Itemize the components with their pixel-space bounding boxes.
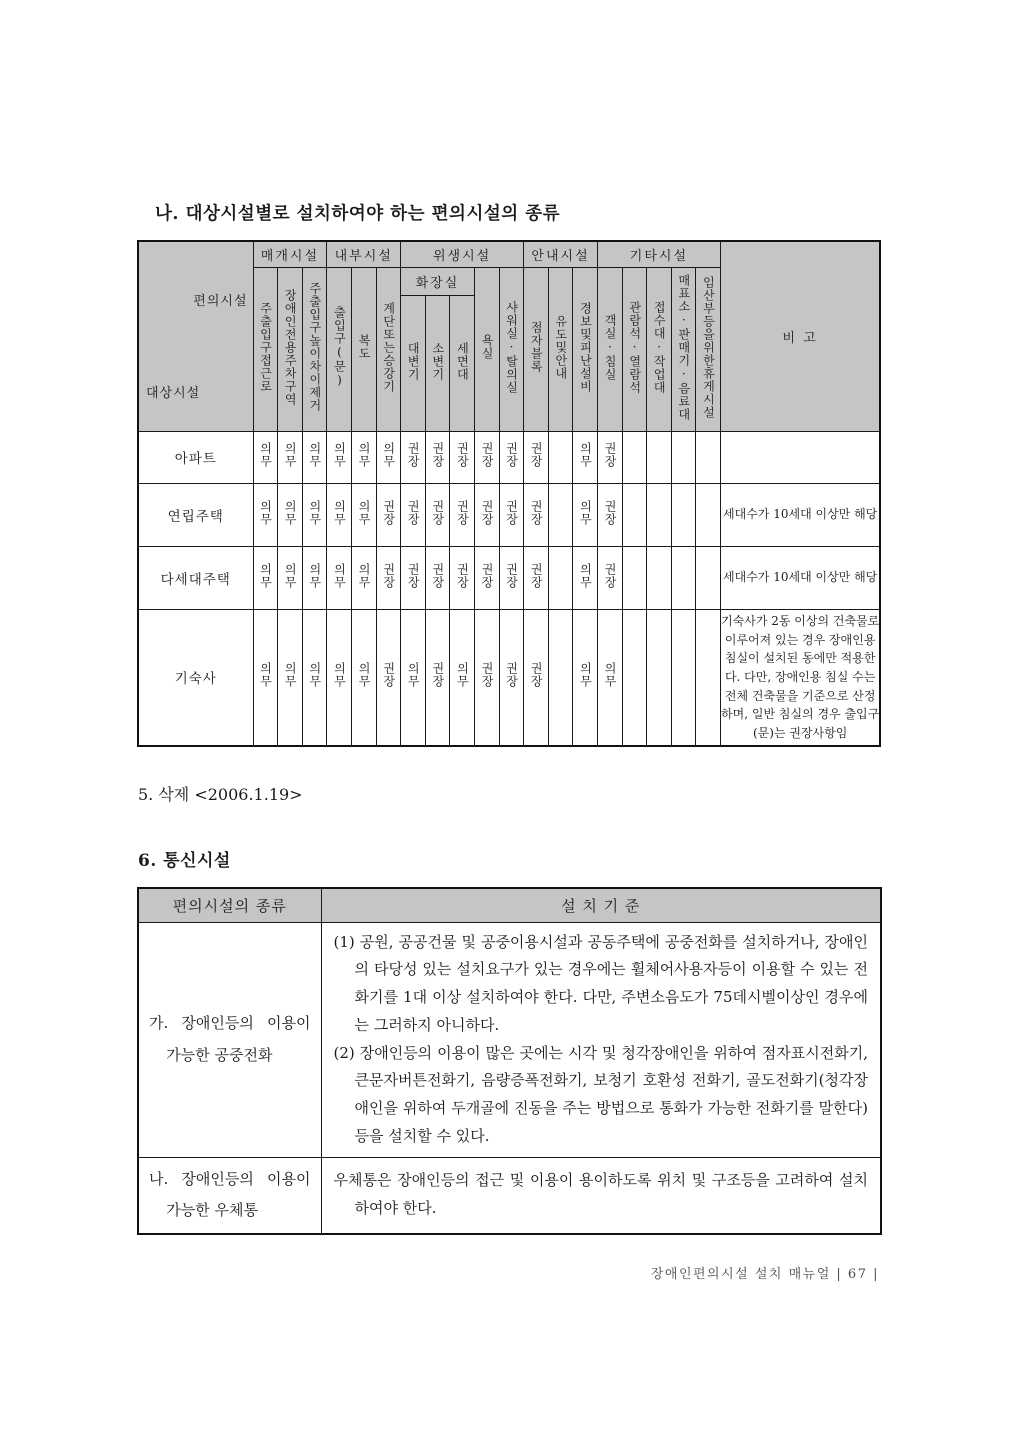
facility-requirement-cell <box>573 483 598 546</box>
facility-requirement-cell <box>474 483 499 546</box>
column-label: 주출입구높이차이제거 <box>307 282 322 412</box>
table-row <box>138 609 880 746</box>
requirement-value: 의무 <box>332 562 347 589</box>
facility-requirement-cell <box>253 483 278 546</box>
column-header <box>524 267 549 431</box>
requirement-value: 의무 <box>578 662 593 689</box>
column-label: 욕실 <box>480 334 494 360</box>
facility-requirement-cell <box>401 609 426 746</box>
column-label: 소변기 <box>430 341 445 381</box>
requirement-value: 의무 <box>332 499 347 526</box>
requirement-value: 권장 <box>529 662 544 689</box>
requirement-value: 의무 <box>603 662 618 689</box>
requirement-value: 의무 <box>455 662 470 689</box>
group-header-row <box>138 241 880 267</box>
facility-requirement-cell <box>450 483 475 546</box>
facility-requirement-cell <box>573 431 598 483</box>
facility-requirement-cell <box>278 609 303 746</box>
requirement-value: 권장 <box>529 499 544 526</box>
page-title: 나. 대상시설별로 설치하여야 하는 편의시설의 종류 <box>155 204 561 224</box>
requirement-value: 권장 <box>529 562 544 589</box>
section-6-title: 6. 통신시설 <box>138 851 231 871</box>
facility-requirement-cell <box>474 431 499 483</box>
facility-requirement-cell <box>597 609 622 746</box>
ct-header-type: 편의시설의 종류 <box>138 888 321 922</box>
facility-requirement-cell <box>401 546 426 609</box>
section-5-deleted: 5. 삭제 <2006.1.19> <box>138 785 303 804</box>
column-header <box>302 267 327 431</box>
ct-row-criteria <box>321 1157 881 1234</box>
criteria-paragraph: 우체통은 장애인등의 접근 및 이용이 용이하도록 위치 및 구조등을 고려하여 설치하여야 한다. <box>333 1171 868 1217</box>
requirement-value: 의무 <box>357 662 371 689</box>
facility-requirement-cell <box>548 483 573 546</box>
column-header <box>376 267 401 431</box>
column-label: 샤워실·탈의실 <box>504 300 519 394</box>
requirement-value: 의무 <box>258 662 273 689</box>
column-label: 접수대·작업대 <box>652 300 667 394</box>
facility-requirement-cell <box>499 431 524 483</box>
column-header <box>499 267 524 431</box>
column-header <box>425 295 450 431</box>
corner-label-facility: 편의시설 <box>193 294 248 309</box>
requirement-value: 권장 <box>603 499 618 526</box>
facility-requirement-cell <box>351 483 376 546</box>
facility-requirement-cell <box>524 483 549 546</box>
requirement-value: 권장 <box>480 442 494 468</box>
column-label: 주출입구접근로 <box>258 301 273 393</box>
facility-requirement-cell <box>499 546 524 609</box>
column-label: 유도및안내 <box>553 314 568 380</box>
table-row <box>138 1157 881 1234</box>
facility-requirement-cell <box>302 609 327 746</box>
facility-requirement-cell <box>327 609 352 746</box>
facility-requirement-cell <box>327 546 352 609</box>
corner-label-target: 대상시설 <box>146 385 201 401</box>
target-facility-name: 아파트 <box>138 431 253 483</box>
requirement-value: 권장 <box>455 442 470 468</box>
facility-requirement-cell <box>450 609 475 746</box>
column-label: 복도 <box>357 334 371 360</box>
requirement-value: 권장 <box>406 442 421 468</box>
column-header <box>327 267 352 431</box>
facility-requirement-cell <box>450 431 475 483</box>
facility-requirement-cell <box>425 609 450 746</box>
requirement-value: 의무 <box>357 499 371 526</box>
column-header <box>278 267 303 431</box>
facility-requirement-cell <box>351 546 376 609</box>
facility-requirement-cell <box>696 431 721 483</box>
facility-requirement-cell <box>499 609 524 746</box>
requirement-value: 의무 <box>283 499 298 526</box>
requirement-value: 권장 <box>504 499 519 526</box>
facility-requirement-cell <box>278 483 303 546</box>
requirement-value: 의무 <box>578 499 593 526</box>
requirement-value: 의무 <box>283 562 298 589</box>
requirement-value: 의무 <box>258 562 273 589</box>
column-header <box>253 267 278 431</box>
requirement-value: 의무 <box>283 442 298 468</box>
toilet-subheader: 화장실 <box>401 267 475 295</box>
requirement-value: 권장 <box>603 562 618 589</box>
requirement-value: 권장 <box>381 499 396 526</box>
page-footer: 장애인편의시설 설치 매뉴얼 | 67 | <box>650 1267 879 1282</box>
requirement-value: 의무 <box>578 442 593 468</box>
column-label: 경보및피난설비 <box>578 301 593 393</box>
facility-requirement-cell <box>253 609 278 746</box>
requirement-value: 의무 <box>332 662 347 689</box>
facility-requirement-cell <box>450 546 475 609</box>
facility-requirement-cell <box>524 609 549 746</box>
column-header <box>351 267 376 431</box>
facility-table-body <box>138 431 880 746</box>
column-header <box>671 267 696 431</box>
facility-requirement-cell <box>524 546 549 609</box>
table-row <box>138 546 880 609</box>
group-header-other: 기타시설 <box>597 241 720 267</box>
facility-requirement-cell <box>253 431 278 483</box>
column-label: 점자블록 <box>529 321 544 373</box>
facility-requirement-cell <box>622 609 647 746</box>
group-header-guidance: 안내시설 <box>524 241 598 267</box>
corner-cell <box>138 241 253 431</box>
facility-requirement-cell <box>376 609 401 746</box>
facility-requirement-cell <box>622 483 647 546</box>
requirement-value: 의무 <box>258 499 273 526</box>
requirement-value: 권장 <box>430 499 445 526</box>
facility-requirement-cell <box>351 431 376 483</box>
facility-table-header <box>138 241 880 431</box>
facility-requirement-cell <box>696 483 721 546</box>
column-header <box>450 295 475 431</box>
requirement-value: 권장 <box>504 442 519 468</box>
facility-requirement-cell <box>253 546 278 609</box>
target-facility-name: 기숙사 <box>138 609 253 746</box>
column-label: 관람석·열람석 <box>627 300 642 394</box>
facility-requirement-cell <box>647 431 672 483</box>
facility-requirement-cell <box>696 609 721 746</box>
column-label: 계단또는승강기 <box>381 301 396 393</box>
requirement-value: 권장 <box>430 562 445 589</box>
requirement-value: 의무 <box>357 442 371 468</box>
facility-requirement-cell <box>573 609 598 746</box>
facility-requirement-cell <box>548 546 573 609</box>
table-row <box>138 431 880 483</box>
column-label: 임산부등을위한휴게시설 <box>701 275 716 419</box>
facility-requirement-cell <box>401 431 426 483</box>
requirement-value: 권장 <box>529 442 544 468</box>
facility-requirement-cell <box>425 546 450 609</box>
facility-requirement-cell <box>425 483 450 546</box>
requirement-value: 권장 <box>504 662 519 689</box>
requirement-value: 의무 <box>283 662 298 689</box>
ct-row-type <box>138 922 321 1157</box>
requirement-value: 권장 <box>381 662 396 689</box>
facility-requirement-cell <box>376 431 401 483</box>
column-header <box>622 267 647 431</box>
requirement-value: 의무 <box>578 562 593 589</box>
facility-requirement-cell <box>622 546 647 609</box>
requirement-value: 의무 <box>307 662 322 689</box>
facility-matrix-table <box>137 240 881 747</box>
facility-requirement-cell <box>376 483 401 546</box>
facility-requirement-cell <box>524 431 549 483</box>
ct-row-type <box>138 1157 321 1234</box>
ct-header-criteria: 설 치 기 준 <box>321 888 881 922</box>
facility-requirement-cell <box>302 483 327 546</box>
facility-requirement-cell <box>474 609 499 746</box>
requirement-value: 권장 <box>603 442 618 468</box>
requirement-value: 의무 <box>381 442 396 468</box>
facility-requirement-cell <box>597 483 622 546</box>
requirement-value: 의무 <box>307 499 322 526</box>
facility-requirement-cell <box>671 546 696 609</box>
requirement-value: 권장 <box>480 499 494 526</box>
target-facility-name: 다세대주택 <box>138 546 253 609</box>
facility-requirement-cell <box>622 431 647 483</box>
table-row <box>138 483 880 546</box>
requirement-value: 의무 <box>258 442 273 468</box>
document-page <box>137 200 880 1235</box>
column-header <box>573 267 598 431</box>
facility-requirement-cell <box>327 483 352 546</box>
remark-column-header: 비 고 <box>720 241 880 431</box>
ct-row-criteria <box>321 922 881 1157</box>
facility-requirement-cell <box>376 546 401 609</box>
facility-requirement-cell <box>548 431 573 483</box>
facility-requirement-cell <box>597 546 622 609</box>
communication-table <box>137 887 882 1235</box>
facility-requirement-cell <box>548 609 573 746</box>
facility-requirement-cell <box>647 483 672 546</box>
facility-requirement-cell <box>302 431 327 483</box>
requirement-value: 권장 <box>430 442 445 468</box>
facility-requirement-cell <box>671 609 696 746</box>
remark-cell <box>720 431 880 483</box>
group-header-internal: 내부시설 <box>327 241 401 267</box>
facility-requirement-cell <box>351 609 376 746</box>
requirement-value: 의무 <box>357 562 371 589</box>
requirement-value: 권장 <box>480 662 494 689</box>
facility-requirement-cell <box>425 431 450 483</box>
facility-requirement-cell <box>696 546 721 609</box>
column-header <box>647 267 672 431</box>
criteria-paragraph: (1) 공원, 공공건물 및 공중이용시설과 공동주택에 공중전화를 설치하거나, 장애인의 타당성 있는 설치요구가 있는 경우에는 휠체어사용자등이 이용할 수 있는 전화기를 1대 이상 설치하여야 한다. 다만, 주변소음도가 75데시벨이상인 경우에는 그러하지 아니하다. <box>333 932 868 1034</box>
remark-cell: 세대수가 10세대 이상만 해당 <box>720 483 880 546</box>
column-label: 대변기 <box>406 341 421 381</box>
column-header <box>474 267 499 431</box>
requirement-value: 의무 <box>406 662 421 689</box>
ct-row-type-text: 나. 장애인등의 이용이 가능한 우체통 <box>149 1169 311 1219</box>
facility-requirement-cell <box>401 483 426 546</box>
facility-requirement-cell <box>671 483 696 546</box>
requirement-value: 권장 <box>406 562 421 589</box>
facility-requirement-cell <box>597 431 622 483</box>
facility-requirement-cell <box>647 609 672 746</box>
requirement-value: 의무 <box>307 562 322 589</box>
communication-table-header <box>138 888 881 922</box>
facility-requirement-cell <box>671 431 696 483</box>
column-header <box>597 267 622 431</box>
requirement-value: 권장 <box>504 562 519 589</box>
column-label: 장애인전용주차구역 <box>283 288 298 406</box>
requirement-value: 권장 <box>480 562 494 589</box>
column-header <box>548 267 573 431</box>
remark-cell: 기숙사가 2동 이상의 건축물로 이루어져 있는 경우 장애인용 침실이 설치된 동에만 적용한다. 다만, 장애인용 침실 수는 전체 건축물을 기준으로 산정하며, 일반 침실의 경우 출입구(문)는 권장사항임 <box>720 609 880 746</box>
requirement-value: 권장 <box>455 499 470 526</box>
column-header <box>696 267 721 431</box>
column-label: 매표소·판매기·음료대 <box>676 273 691 421</box>
group-header-mediating: 매개시설 <box>253 241 327 267</box>
facility-requirement-cell <box>302 546 327 609</box>
column-label: 세면대 <box>455 341 470 381</box>
facility-requirement-cell <box>474 546 499 609</box>
group-header-sanitary: 위생시설 <box>401 241 524 267</box>
table-row <box>138 922 881 1157</box>
facility-requirement-cell <box>278 546 303 609</box>
column-label: 객실·침실 <box>603 313 618 381</box>
requirement-value: 의무 <box>332 442 347 468</box>
requirement-value: 권장 <box>455 562 470 589</box>
column-header <box>401 295 426 431</box>
facility-requirement-cell <box>573 546 598 609</box>
target-facility-name: 연립주택 <box>138 483 253 546</box>
ct-row-type-text: 가. 장애인등의 이용이 가능한 공중전화 <box>149 1014 311 1064</box>
criteria-paragraph: (2) 장애인등의 이용이 많은 곳에는 시각 및 청각장애인을 위하여 점자표시전화기, 큰문자버튼전화기, 음량증폭전화기, 보청기 호환성 전화기, 골도전화기(청각장애인을 위하여 두개골에 진동을 주는 방법으로 통화가 가능한 전화기를 말한다)등을 설치할 수 있다. <box>333 1043 868 1145</box>
facility-requirement-cell <box>278 431 303 483</box>
requirement-value: 권장 <box>406 499 421 526</box>
column-label: 출입구(문) <box>332 306 347 388</box>
remark-cell: 세대수가 10세대 이상만 해당 <box>720 546 880 609</box>
requirement-value: 권장 <box>430 662 445 689</box>
facility-requirement-cell <box>327 431 352 483</box>
facility-requirement-cell <box>647 546 672 609</box>
requirement-value: 권장 <box>381 562 396 589</box>
facility-requirement-cell <box>499 483 524 546</box>
requirement-value: 의무 <box>307 442 322 468</box>
